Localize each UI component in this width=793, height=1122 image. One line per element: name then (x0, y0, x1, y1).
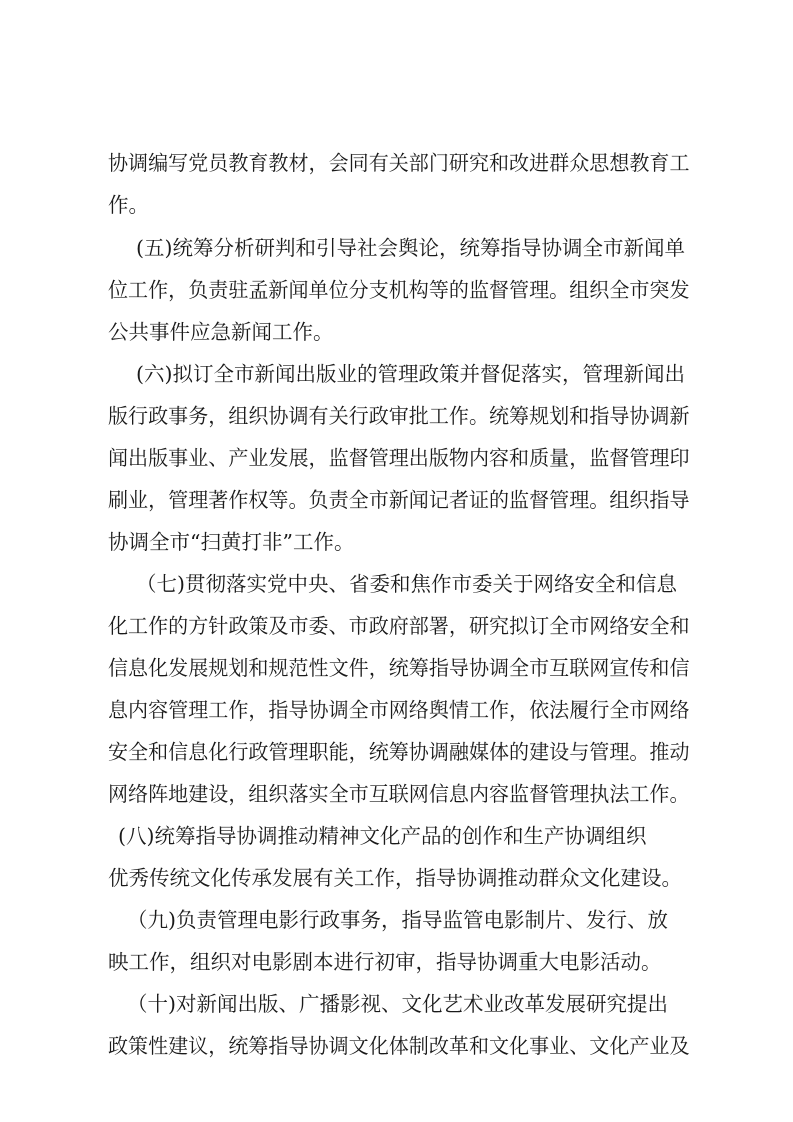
text-line: 作。 (108, 193, 149, 217)
text-line: 公共事件应急新闻工作。 (108, 320, 334, 344)
text-line: 闻出版事业、产业发展，监督管理出版物内容和质量，监督管理印 (108, 446, 690, 470)
text-line: 刷业，管理著作权等。负责全市新闻记者证的监督管理。组织指导 (108, 488, 690, 512)
text-line: 协调编写党员教育教材，会同有关部门研究和改进群众思想教育工 (108, 151, 690, 175)
text-line: 息内容管理工作，指导协调全市网络舆情工作，依法履行全市网络 (108, 698, 690, 722)
text-line: 优秀传统文化传承发展有关工作，指导协调推动群众文化建设。 (108, 866, 682, 890)
text-line: 版行政事务，组织协调有关行政审批工作。统筹规划和指导协调新 (108, 404, 690, 428)
paragraph-6-line: (六)拟订全市新闻出版业的管理政策并督促落实，管理新闻出 (136, 362, 685, 386)
text-line: 映工作，组织对电影剧本进行初审，指导协调重大电影活动。 (108, 950, 662, 974)
paragraph-5-line: (五)统筹分析研判和引导社会舆论，统筹指导协调全市新闻单 (136, 236, 685, 260)
text-line: 化工作的方针政策及市委、市政府部署，研究拟订全市网络安全和 (108, 614, 690, 638)
text-line: 安全和信息化行政管理职能，统筹协调融媒体的建设与管理。推动 (108, 740, 690, 764)
paragraph-8-line: (八)统筹指导协调推动精神文化产品的创作和生产协调组织 (118, 824, 647, 848)
paragraph-10-line: （十)对新闻出版、广播影视、文化艺术业改革发展研究提出 (127, 992, 668, 1016)
text-line: 位工作，负责驻孟新闻单位分支机构等的监督管理。组织全市突发 (108, 278, 690, 302)
paragraph-9-line: （九)负责管理电影行政事务，指导监管电影制片、发行、放 (127, 908, 668, 932)
text-line: 网络阵地建设，组织落实全市互联网信息内容监督管理执法工作。 (108, 782, 690, 806)
text-line: 协调全市“扫黄打非”工作。 (108, 530, 355, 554)
paragraph-7-line: （七)贯彻落实党中央、省委和焦作市委关于网络安全和信息 (136, 572, 677, 596)
text-line: 信息化发展规划和规范性文件，统筹指导协调全市互联网宣传和信 (108, 656, 690, 680)
text-line: 政策性建议，统筹指导协调文化体制改革和文化事业、文化产业及 (108, 1034, 690, 1058)
